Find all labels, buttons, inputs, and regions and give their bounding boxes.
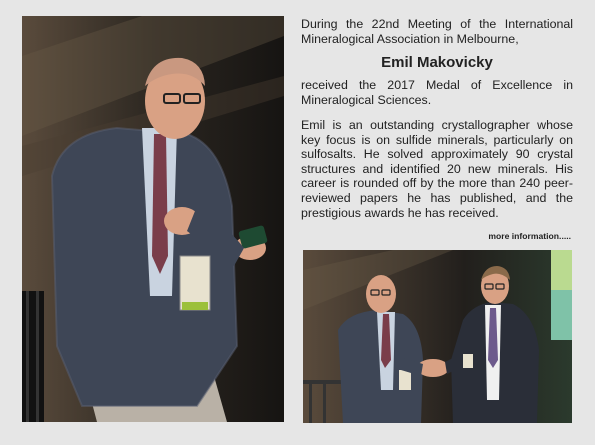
portrait-illustration [22, 16, 284, 422]
bio-text: Emil is an outstanding crystallographer whose key focus is on sulfide minerals, particularly on sulfosalts. He solved approximately 90 crystal structures and identified 20 new minerals. His career is rounded off by the more than 240 peer-reviewed papers he has published, and the prestigious awards he has received. [301, 118, 573, 220]
portrait-photo [22, 16, 284, 422]
handshake-photo [303, 250, 572, 423]
handshake-illustration [303, 250, 572, 423]
more-information-link[interactable]: more information..... [488, 231, 571, 241]
award-text: received the 2017 Medal of Excellence in Mineralogical Sciences. [301, 78, 573, 107]
intro-text: During the 22nd Meeting of the International Mineralogical Association in Melbourne, [301, 17, 573, 46]
awardee-name: Emil Makovicky [381, 54, 493, 71]
